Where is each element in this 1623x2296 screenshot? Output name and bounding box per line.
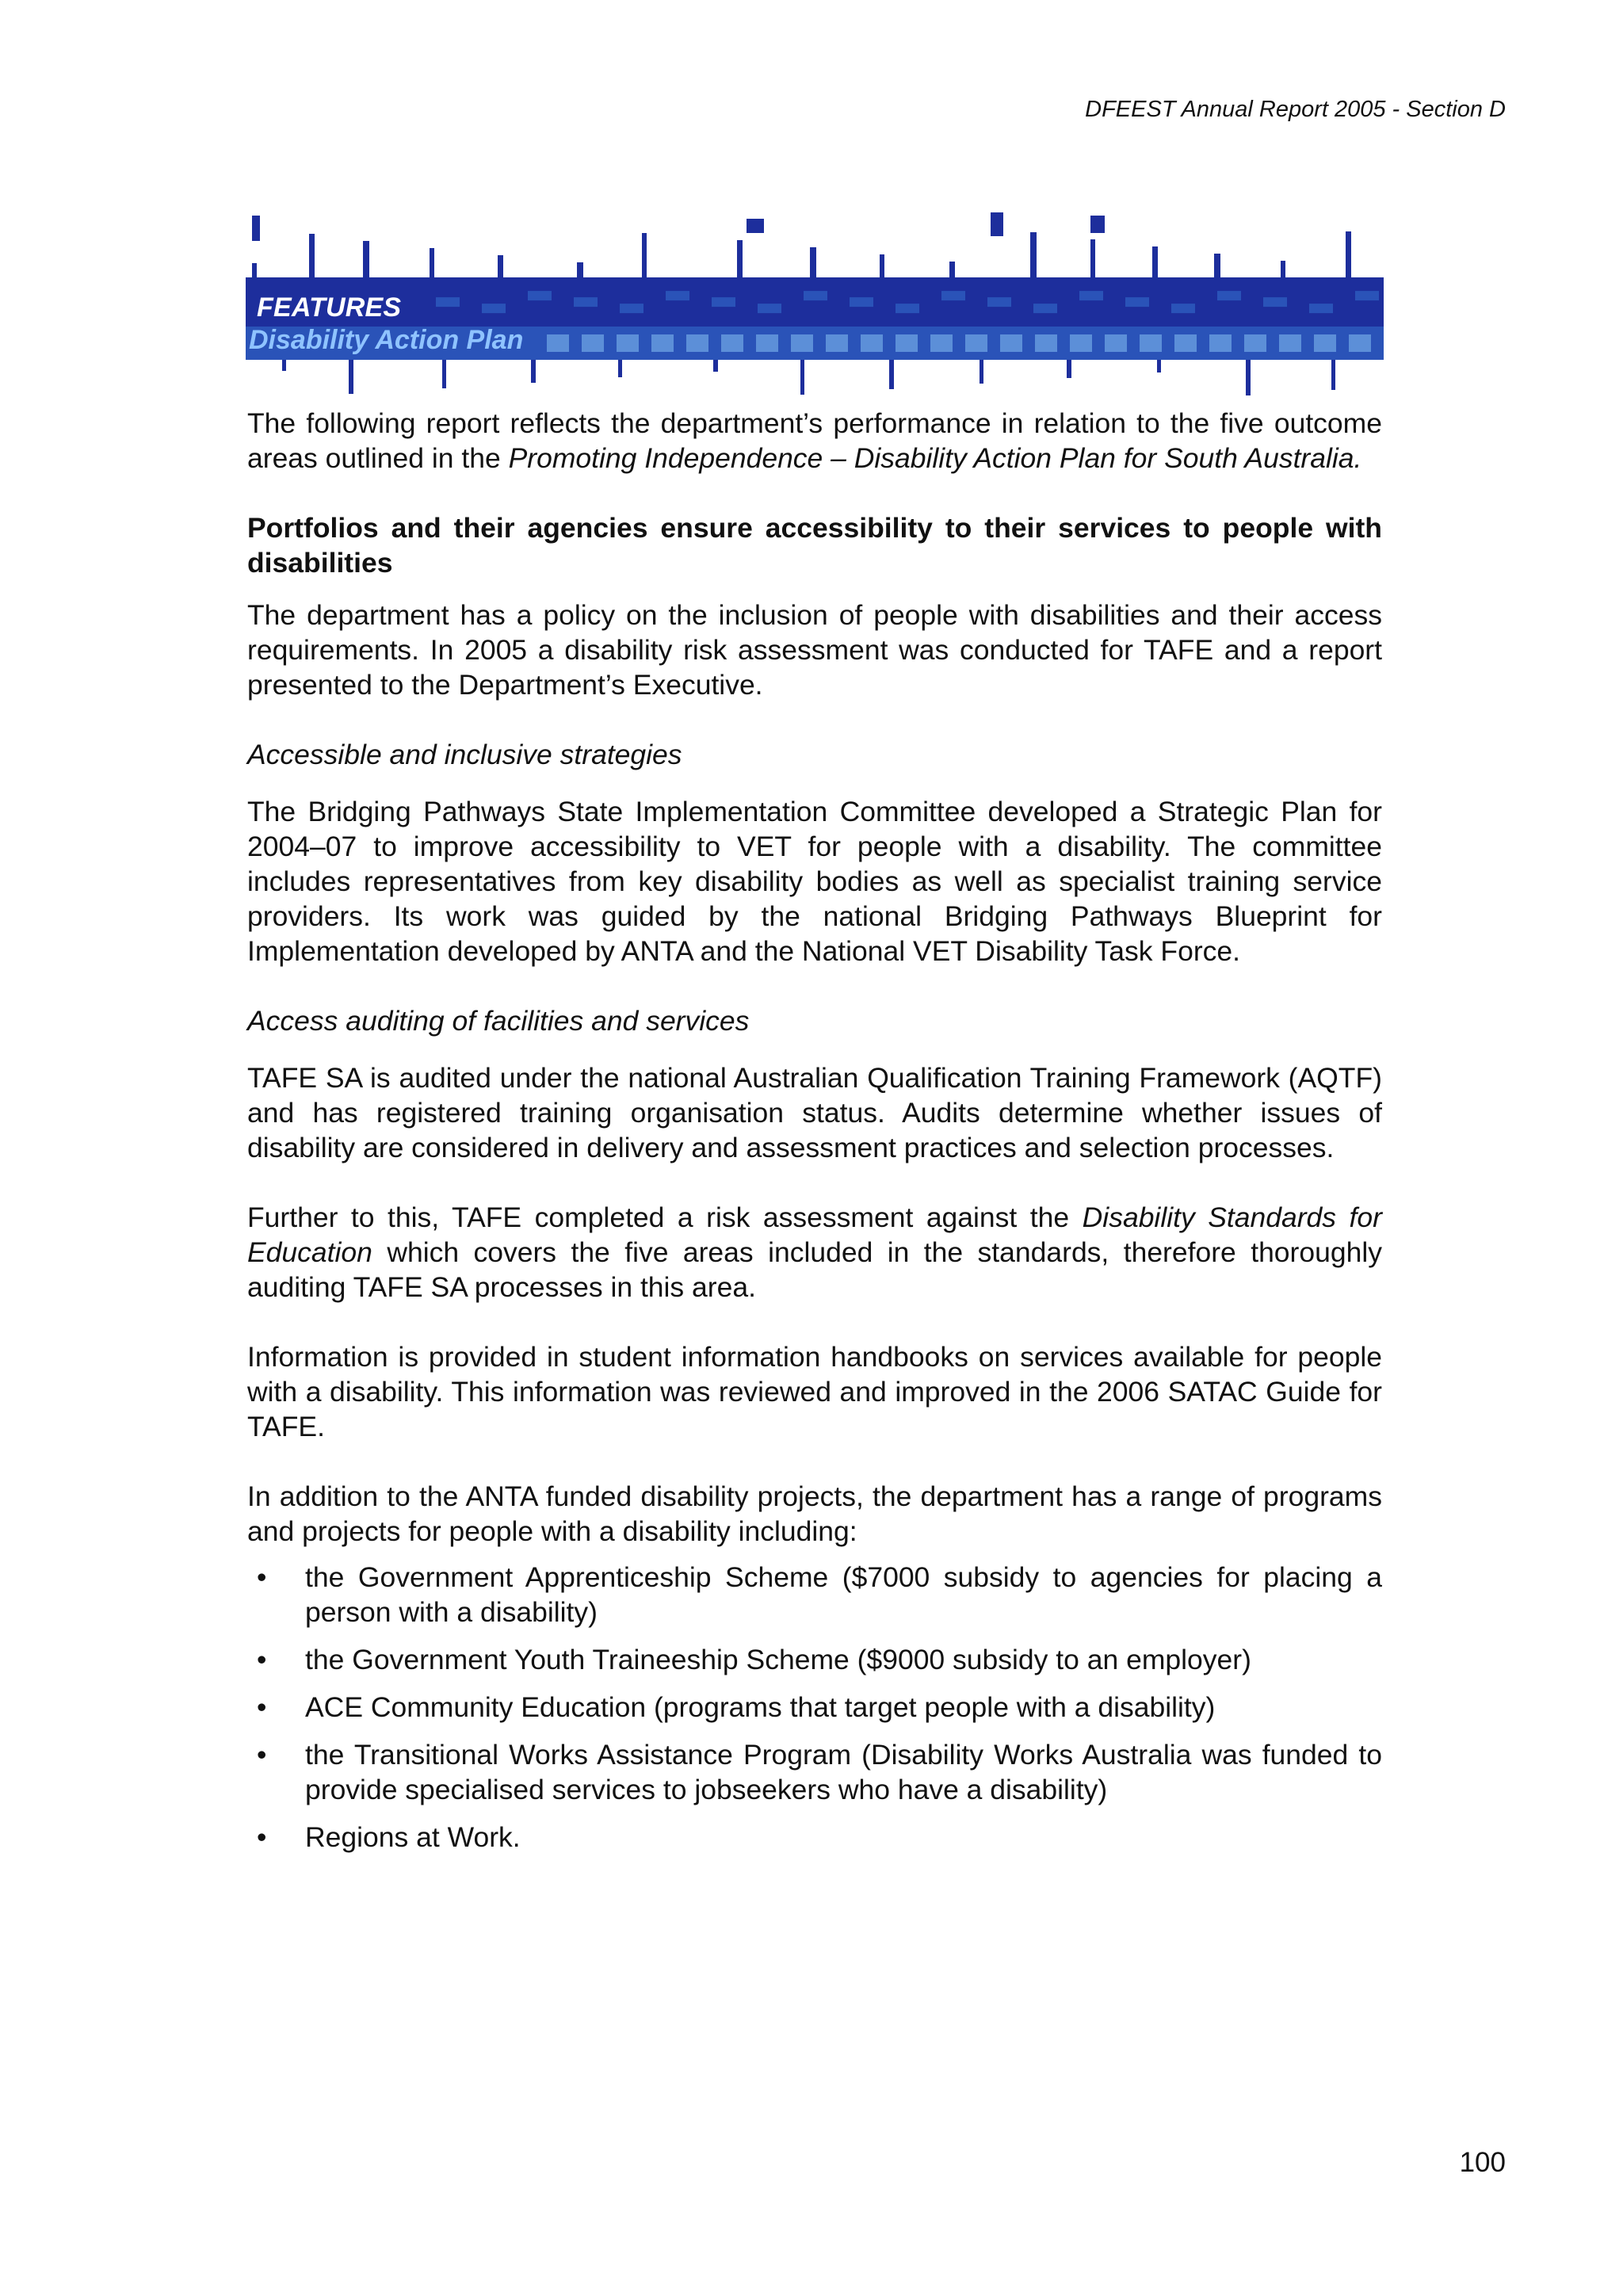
bullet-icon: • (257, 1739, 267, 1771)
banner-notch (804, 291, 827, 300)
banner-strip-block (1105, 334, 1127, 352)
banner-bottom-tick (1157, 360, 1161, 372)
list-item-text: ACE Community Education (programs that target people with a disability) (305, 1691, 1216, 1723)
list-item (247, 1690, 1382, 1725)
banner-notch (436, 297, 460, 307)
banner-notch (1079, 291, 1103, 300)
banner-strip-block (1035, 334, 1057, 352)
list-item (247, 1560, 1382, 1629)
banner-top-block (252, 216, 260, 241)
banner-bottom-tick (889, 360, 894, 389)
banner-top-tick (309, 234, 315, 277)
list-item (247, 1820, 1382, 1855)
banner-top-tick (642, 233, 647, 277)
banner-top-block (747, 219, 764, 233)
banner-notch (666, 291, 689, 300)
banner-strip-block (1349, 334, 1371, 352)
banner-strip-block (965, 334, 987, 352)
banner-notch (1125, 297, 1149, 307)
banner-top-tick (1030, 232, 1037, 277)
risk-paragraph (247, 1200, 1382, 1305)
banner-top-tick (577, 262, 583, 277)
banner-bottom-tick (1331, 360, 1335, 390)
banner-bottom-tick (442, 360, 446, 388)
banner-notch (1263, 297, 1287, 307)
banner-top-block (1090, 216, 1105, 233)
banner-notch (1033, 304, 1057, 313)
bullet-icon: • (257, 1821, 267, 1853)
banner-bottom-tick (713, 360, 718, 372)
banner-notch (941, 291, 965, 300)
intro-text: The following report reflects the department’s performance in relation to the five outcome areas outlined in the (247, 407, 1382, 474)
banner-strip-block (721, 334, 743, 352)
list-item-text: the Government Apprenticeship Scheme ($7000 subsidy to agencies for placing a person with a disability) (305, 1561, 1382, 1628)
risk-text-2: which covers the five areas included in the standards, therefore thoroughly auditing TAFE SA processes in this area. (247, 1236, 1382, 1303)
banner-title: FEATURES (257, 292, 402, 323)
banner-top-tick (949, 262, 955, 277)
programs-list (247, 1560, 1382, 1855)
banner-notch (620, 304, 643, 313)
banner-notch (758, 304, 781, 313)
banner-notch (482, 304, 506, 313)
banner-top-tick (1346, 231, 1351, 277)
banner-strip-block (1314, 334, 1336, 352)
banner-subtitle: Disability Action Plan (249, 325, 524, 355)
policy-paragraph: The department has a policy on the inclusion of people with disabilities and their access requirements. In 2005 a disability risk assessment was conducted for TAFE and a report presented to the Department’s Executive. (247, 599, 1382, 701)
banner-strip-block (651, 334, 674, 352)
subheading-auditing: Access auditing of facilities and services (247, 1005, 750, 1037)
banner-notch (850, 297, 873, 307)
banner-strip-block (826, 334, 848, 352)
banner-notch (712, 297, 735, 307)
banner-strip-block (1070, 334, 1092, 352)
banner-notch (1355, 291, 1379, 300)
banner-bottom-tick (1067, 360, 1071, 378)
banner-strip-block (930, 334, 953, 352)
banner-top-block (991, 212, 1003, 236)
banner-notch (1309, 304, 1333, 313)
banner-top-tick (363, 241, 369, 277)
banner-notch (896, 304, 919, 313)
banner-notch (987, 297, 1011, 307)
intro-paragraph (247, 406, 1382, 476)
banner-top-tick (1214, 254, 1220, 277)
banner-top-tick (810, 247, 816, 277)
aqtf-paragraph: TAFE SA is audited under the national Australian Qualification Training Framework (AQTF) and has registered training organisation status. Audits determine whether issues of disability are considered in delivery and assessment practices and selection processes. (247, 1062, 1382, 1163)
bullet-icon: • (257, 1691, 267, 1723)
document-body (247, 406, 1382, 1867)
banner-strip-block (1140, 334, 1162, 352)
banner-bottom-tick (618, 360, 622, 377)
banner-top-tick (1281, 261, 1285, 277)
banner-strip-block (547, 334, 569, 352)
subheading-strategies: Accessible and inclusive strategies (247, 739, 682, 770)
banner-strip-block (756, 334, 778, 352)
list-item-text: Regions at Work. (305, 1821, 521, 1853)
banner-notch (528, 291, 552, 300)
banner-notch (1171, 304, 1195, 313)
banner-bottom-tick (349, 360, 353, 394)
list-item-text: the Government Youth Traineeship Scheme ($9000 subsidy to an employer) (305, 1644, 1251, 1675)
list-item (247, 1642, 1382, 1677)
banner-top-tick (498, 255, 503, 277)
programs-paragraph: In addition to the ANTA funded disability projects, the department has a range of programs and projects for people with a disability including: (247, 1480, 1382, 1547)
banner-top-tick (1152, 246, 1158, 277)
banner-strip-block (1000, 334, 1022, 352)
banner-strip-block (617, 334, 639, 352)
banner-bottom-tick (282, 360, 286, 371)
list-item-text: the Transitional Works Assistance Program (Disability Works Australia was funded to provide specialised services to jobseekers who have a disability) (305, 1739, 1382, 1805)
handbooks-paragraph: Information is provided in student information handbooks on services available for people with a disability. This information was reviewed and improved in the 2006 SATAC Guide for TAFE. (247, 1341, 1382, 1442)
page-number: 100 (1459, 2147, 1506, 2178)
banner-bottom-tick (800, 360, 804, 395)
risk-standards-title: Disability Standards for Education (247, 1201, 1382, 1268)
banner-top-tick (737, 240, 743, 277)
banner-strip-block (861, 334, 883, 352)
banner-strip-block (1209, 334, 1232, 352)
banner-top-tick (430, 248, 434, 277)
banner-top-tick (252, 263, 257, 277)
banner-strip-block (791, 334, 813, 352)
banner-bottom-tick (980, 360, 983, 384)
banner-top-tick (880, 254, 884, 277)
banner-strip-block (1279, 334, 1301, 352)
banner-strip-block (1174, 334, 1197, 352)
bullet-icon: • (257, 1644, 267, 1675)
banner-bottom-tick (531, 360, 536, 383)
list-item (247, 1737, 1382, 1807)
banner-strip-block (686, 334, 708, 352)
banner-bottom-tick (1246, 360, 1251, 395)
banner-strip-block (1244, 334, 1266, 352)
banner-top-tick (1090, 239, 1095, 277)
running-header: DFEEST Annual Report 2005 - Section D (1085, 97, 1506, 122)
banner-notch (574, 297, 598, 307)
banner-graphic (246, 208, 1384, 398)
bridging-paragraph: The Bridging Pathways State Implementation Committee developed a Strategic Plan for 2004–07 to improve accessibility to VET for people with a disability. The committee includes representatives from key disability bodies as well as specialist training service providers. Its work was guided by the national Bridging Pathways Blueprint for Implementation developed by ANTA and the National VET Disability Task Force. (247, 796, 1382, 967)
section-heading: Portfolios and their agencies ensure accessibility to their services to people with disabilities (247, 512, 1382, 579)
features-banner (246, 208, 1384, 398)
bullet-icon: • (257, 1561, 267, 1593)
banner-notch (1217, 291, 1241, 300)
banner-strip-block (896, 334, 918, 352)
banner-strip-block (582, 334, 604, 352)
intro-plan-title: Promoting Independence – Disability Action Plan for South Australia. (508, 442, 1362, 474)
risk-text-1: Further to this, TAFE completed a risk assessment against the (247, 1201, 1083, 1233)
